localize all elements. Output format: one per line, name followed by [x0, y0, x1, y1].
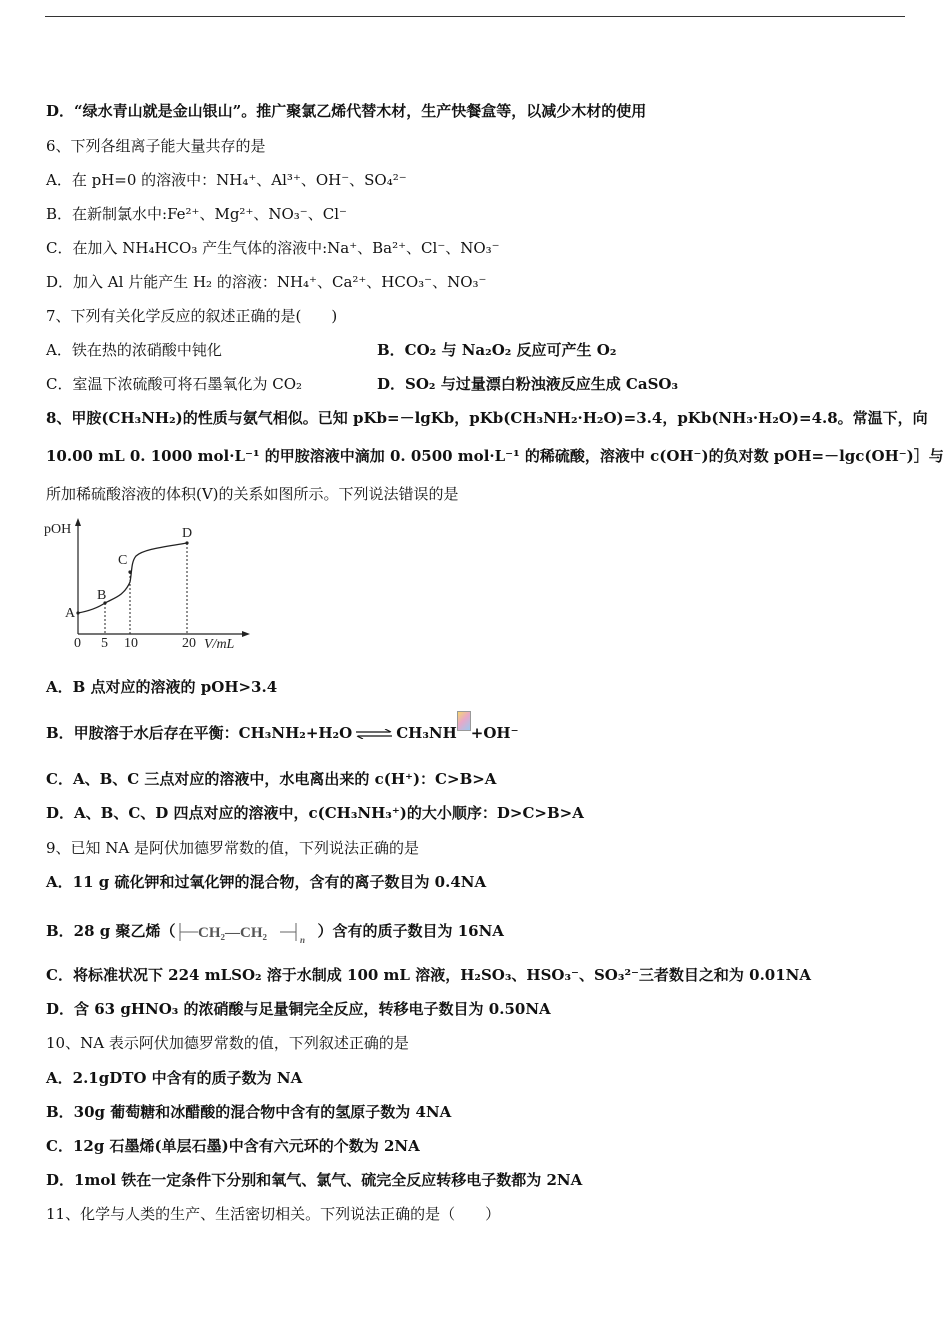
q6-option-a: A．在 pH=0 的溶液中：NH₄⁺、Al³⁺、OH⁻、SO₄²⁻: [46, 171, 407, 189]
x-tick-label: 20: [182, 636, 196, 651]
x-tick-label: 0: [74, 636, 81, 651]
q9b-right: ）含有的质子数目为 16NA: [317, 922, 504, 940]
x-tick-label: 5: [101, 636, 108, 651]
q8b-right-end: +OH⁻: [470, 724, 519, 742]
q8-option-b: [46, 723, 519, 743]
q7-option-b: B．CO₂ 与 Na₂O₂ 反应可产生 O₂: [377, 341, 617, 359]
q9-option-c: C．将标准状况下 224 mLSO₂ 溶于水制成 100 mL 溶液，H₂SO₃、HSO₃⁻、SO₃²⁻三者数目之和为 0.01NA: [46, 966, 812, 984]
q8-stem-line-1: 8、甲胺(CH₃NH₂)的性质与氨气相似。已知 pKb=－lgKb，pKb(CH₃NH₂·H₂O)=3.4，pKb(NH₃·H₂O)=4.8。常温下，向: [46, 409, 928, 427]
equilibrium-arrow-icon: [354, 729, 394, 739]
polyethylene-formula: [176, 918, 318, 946]
x-axis-label: V/mL: [204, 637, 235, 652]
q10-option-b: B．30g 葡萄糖和冰醋酸的混合物中含有的氢原子数为 4NA: [46, 1103, 452, 1121]
q7-option-c: C．室温下浓硫酸可将石墨氧化为 CO₂: [46, 375, 303, 393]
broken-image-icon: [457, 711, 471, 731]
q10-option-c: C．12g 石墨烯(单层石墨)中含有六元环的个数为 2NA: [46, 1137, 420, 1155]
point-d: [185, 541, 188, 544]
point-c: [128, 570, 131, 573]
q8b-left: B．甲胺溶于水后存在平衡：CH₃NH₂+H₂O: [46, 724, 353, 742]
q7-option-a: A．铁在热的浓硝酸中钝化: [46, 341, 222, 359]
q8b-right: CH₃NH: [396, 724, 457, 742]
polyethylene-formula-text: CH₂—CH₂: [197, 925, 267, 941]
point-a-label: A: [65, 606, 76, 621]
q9-option-b: [46, 918, 504, 946]
q10-stem: 10、NA 表示阿伏加德罗常数的值，下列叙述正确的是: [46, 1034, 409, 1052]
point-b-label: B: [97, 588, 107, 603]
q9-option-a: A．11 g 硫化钾和过氧化钾的混合物，含有的离子数目为 0.4NA: [46, 873, 487, 891]
point-d-label: D: [182, 526, 193, 541]
q6-option-c: C．在加入 NH₄HCO₃ 产生气体的溶液中:Na⁺、Ba²⁺、Cl⁻、NO₃⁻: [46, 239, 500, 257]
q6-option-b: B．在新制氯水中:Fe²⁺、Mg²⁺、NO₃⁻、Cl⁻: [46, 205, 347, 223]
q8-stem-line-2: 10.00 mL 0. 1000 mol·L⁻¹ 的甲胺溶液中滴加 0. 0500 mol·L⁻¹ 的稀硫酸，溶液中 c(OH⁻)的负对数 pOH=－lgc(OH⁻)］与: [46, 447, 944, 465]
point-c-label: C: [118, 553, 128, 568]
point-a: [76, 611, 79, 614]
x-tick-label: 10: [124, 636, 138, 651]
q5-option-d: D．“绿水青山就是金山银山”。推广聚氯乙烯代替木材，生产快餐盒等，以减少木材的使用: [46, 102, 647, 120]
q11-stem: 11、化学与人类的生产、生活密切相关。下列说法正确的是（ ）: [46, 1205, 501, 1223]
q6-option-d: D．加入 Al 片能产生 H₂ 的溶液：NH₄⁺、Ca²⁺、HCO₃⁻、NO₃⁻: [46, 273, 487, 291]
q10-option-a: A．2.1gDTO 中含有的质子数为 NA: [46, 1069, 303, 1087]
q6-stem: 6、下列各组离子能大量共存的是: [46, 137, 266, 155]
q7-stem: 7、下列有关化学反应的叙述正确的是( ): [46, 307, 338, 325]
q9-option-d: D．含 63 gHNO₃ 的浓硝酸与足量铜完全反应，转移电子数目为 0.50NA: [46, 1000, 551, 1018]
titration-curve: [78, 543, 187, 613]
q8-option-c: C．A、B、C 三点对应的溶液中，水电离出来的 c(H⁺)：C>B>A: [46, 770, 497, 788]
header-rule: [45, 16, 905, 17]
q9-stem: 9、已知 NA 是阿伏加德罗常数的值，下列说法正确的是: [46, 839, 420, 857]
polyethylene-subscript-n: n: [299, 935, 305, 945]
y-axis-label: pOH: [44, 522, 72, 537]
q7-option-d: D．SO₂ 与过量漂白粉浊液反应生成 CaSO₃: [377, 375, 679, 393]
q9b-left: B．28 g 聚乙烯（: [46, 922, 176, 940]
q10-option-d: D．1mol 铁在一定条件下分别和氧气、氯气、硫完全反应转移电子数都为 2NA: [46, 1171, 583, 1189]
y-axis-arrow: [75, 518, 81, 526]
x-axis-arrow: [242, 631, 250, 637]
q8-option-a: A．B 点对应的溶液的 pOH>3.4: [46, 678, 278, 696]
q8-option-d: D．A、B、C、D 四点对应的溶液中，c(CH₃NH₃⁺)的大小顺序：D>C>B>A: [46, 804, 584, 822]
poh-titration-chart: [44, 516, 264, 656]
q8-stem-line-3: 所加稀硫酸溶液的体积(V)的关系如图所示。下列说法错误的是: [46, 485, 459, 503]
